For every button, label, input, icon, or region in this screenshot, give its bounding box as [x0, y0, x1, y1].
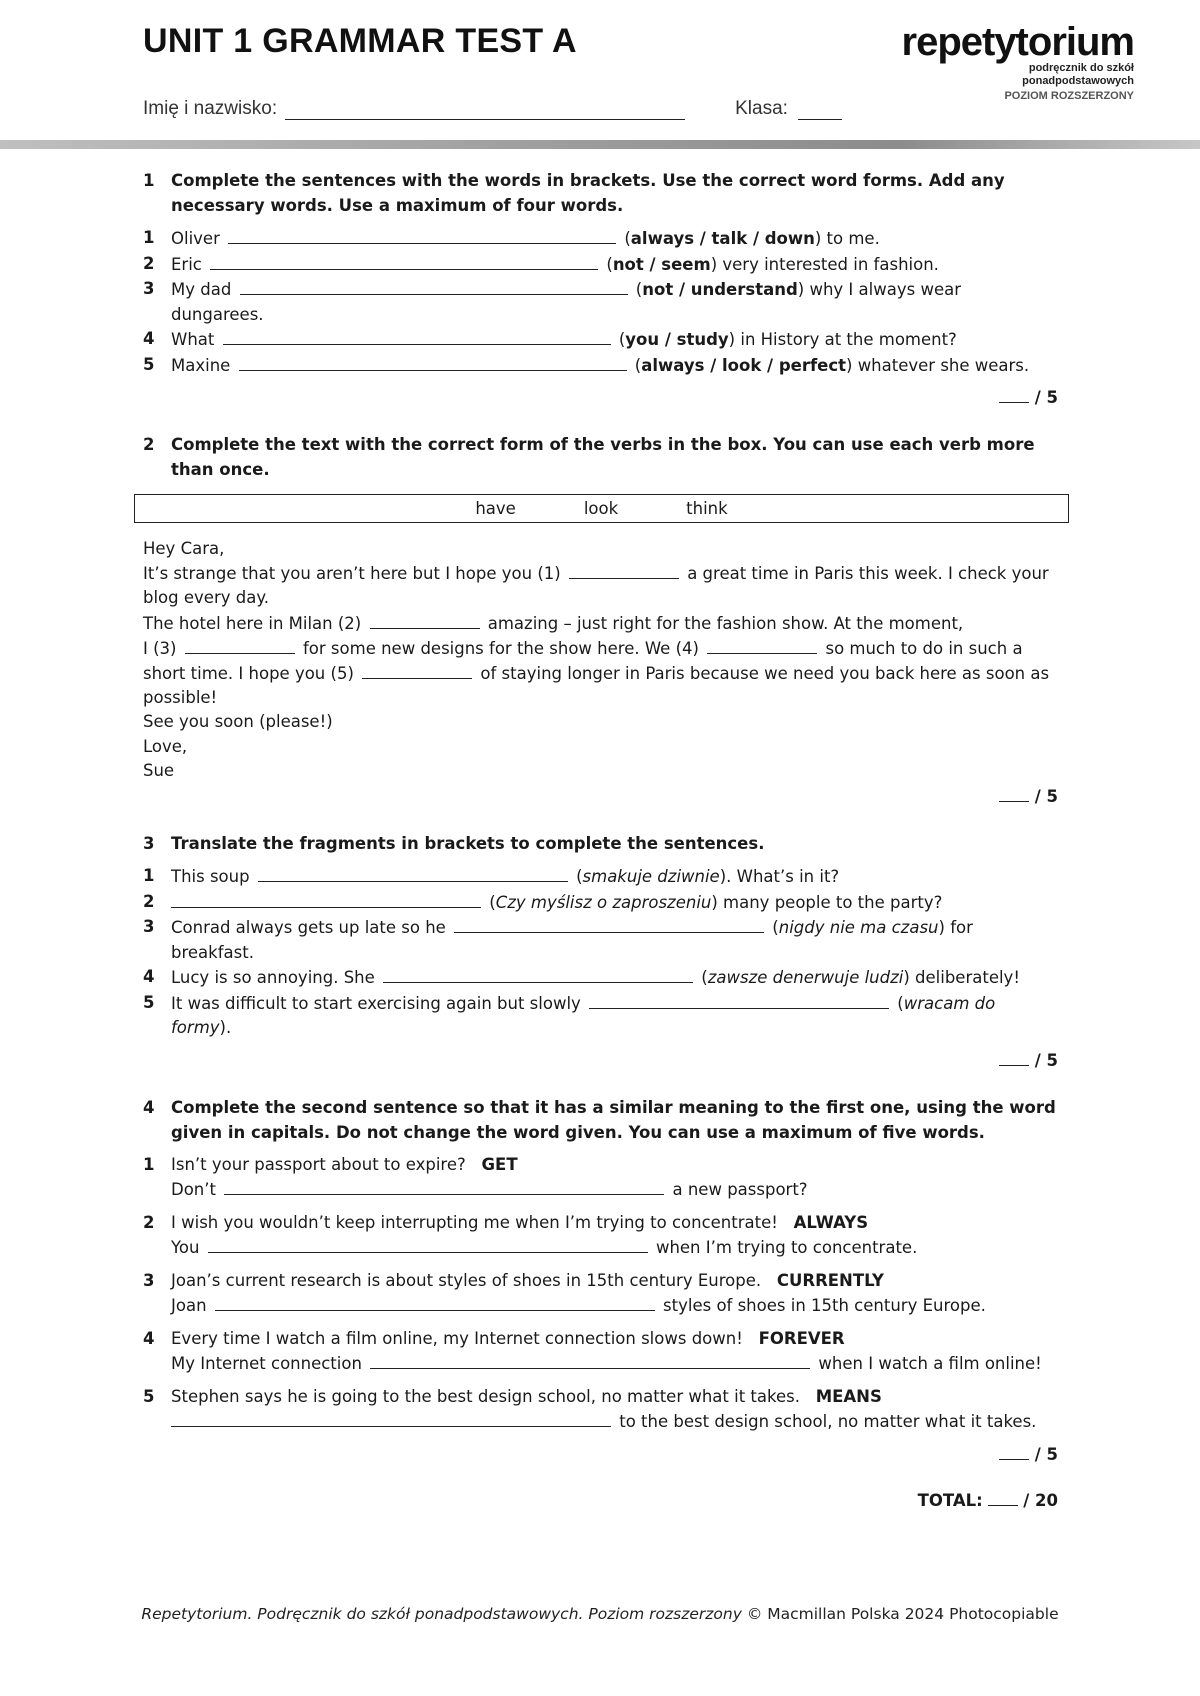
prompt-words: always / look / perfect	[641, 355, 846, 375]
page-title: UNIT 1 GRAMMAR TEST A	[143, 22, 577, 60]
list-item: 2 (Czy myślisz o zaproszeniu) many people to the party?	[143, 890, 1058, 916]
item-number: 3	[143, 1270, 155, 1290]
list-item: 3 Conrad always gets up late so he (nigdy nie ma czasu) for breakfast.	[143, 915, 1058, 965]
key-word: ALWAYS	[793, 1212, 869, 1232]
prompt-words: always / talk / down	[630, 229, 815, 248]
item-number: 1	[143, 228, 155, 247]
list-item	[143, 1269, 1058, 1319]
score-field[interactable]	[999, 1049, 1029, 1066]
task-number: 1	[143, 171, 155, 190]
item-text: Oliver	[171, 229, 220, 248]
answer-gap[interactable]	[258, 864, 568, 882]
answer-gap[interactable]	[707, 636, 817, 654]
letter-text-segment: It’s strange that you aren’t here but I hope you	[143, 564, 533, 584]
task-instruction	[143, 168, 1058, 218]
task-4	[143, 1095, 1058, 1467]
task-1-items	[143, 226, 1058, 378]
task-4-items	[143, 1153, 1058, 1435]
student-info-row	[143, 98, 842, 120]
word-box	[134, 494, 1069, 523]
first-sentence: Every time I watch a film online, my Internet connection slows down!	[171, 1328, 743, 1348]
letter-text	[143, 537, 1058, 783]
answer-gap[interactable]	[569, 561, 679, 579]
box-word: think	[686, 499, 728, 518]
publisher-logo	[902, 22, 1135, 103]
logo-wordmark: repetytorium	[901, 20, 1134, 64]
answer-gap[interactable]	[185, 636, 295, 654]
gap-number: (2)	[337, 613, 362, 633]
prompt-words: not / understand	[642, 280, 798, 299]
letter-greeting: Hey Cara,	[143, 539, 225, 558]
prompt-fragment: nigdy nie ma czasu	[778, 918, 939, 938]
score-max: / 5	[1034, 388, 1058, 407]
list-item: 3 My dad (not / understand) why I always wear dungarees.	[143, 277, 1058, 327]
answer-gap[interactable]	[383, 965, 693, 983]
first-sentence: Stephen says he is going to the best design school, no matter what it takes.	[171, 1386, 800, 1406]
name-field[interactable]	[285, 99, 685, 120]
answer-gap[interactable]	[208, 1235, 648, 1253]
key-word: FOREVER	[758, 1328, 845, 1348]
item-number: 3	[143, 279, 155, 298]
instruction-text: Complete the text with the correct form of the verbs in the box. You can use each verb more than once.	[171, 435, 1035, 479]
footer-book-title: Repetytorium. Podręcznik do szkół ponadpodstawowych. Poziom rozszerzony	[141, 1605, 742, 1623]
task-number: 4	[143, 1097, 155, 1117]
item-number: 2	[143, 1212, 155, 1232]
first-sentence: I wish you wouldn’t keep interrupting me when I’m trying to concentrate!	[171, 1212, 778, 1232]
prompt-words: you / study	[625, 330, 729, 349]
answer-gap[interactable]	[370, 611, 480, 629]
header-divider	[0, 140, 1200, 149]
gap-number: (5)	[330, 664, 354, 684]
item-number: 1	[143, 866, 155, 886]
item-number: 5	[143, 354, 155, 374]
item-text: What	[171, 330, 215, 349]
logo-level: POZIOM ROZSZERZONY	[1004, 90, 1134, 102]
first-sentence: Isn’t your passport about to expire?	[171, 1154, 466, 1174]
logo-subtitle-1: podręcznik do szkół	[1028, 62, 1134, 74]
list-item: 4 What (you / study) in History at the moment?	[143, 327, 1058, 353]
class-field[interactable]	[798, 99, 842, 120]
answer-gap[interactable]	[210, 252, 598, 270]
item-number: 2	[143, 891, 155, 911]
prompt-fragment: wracam do formy	[171, 993, 996, 1038]
second-sentence-end: when I watch a film online!	[818, 1354, 1042, 1374]
list-item: 5 It was difficult to start exercising again but slowly (wracam do formy).	[143, 991, 1058, 1041]
item-number: 4	[143, 967, 155, 987]
key-word: GET	[481, 1154, 518, 1174]
total-label: TOTAL:	[917, 1490, 983, 1510]
task-1	[143, 168, 1058, 410]
task-3	[143, 831, 1058, 1073]
second-sentence-start: You	[171, 1238, 200, 1258]
score-max: / 5	[1034, 1050, 1058, 1070]
first-sentence: Joan’s current research is about styles of shoes in 15th century Europe.	[171, 1270, 762, 1290]
list-item: 1 This soup (smakuje dziwnie). What’s in it?	[143, 864, 1058, 890]
key-word: MEANS	[815, 1386, 882, 1406]
item-text: This soup	[171, 867, 250, 887]
second-sentence-start: Joan	[171, 1296, 207, 1316]
item-text: It was difficult to start exercising again but slowly	[171, 993, 581, 1013]
item-text: Eric	[171, 254, 202, 274]
second-sentence-end: to the best design school, no matter what it takes.	[619, 1412, 1037, 1432]
answer-gap[interactable]	[171, 1409, 611, 1427]
letter-closing: Love,	[143, 736, 188, 756]
letter-closing: See you soon (please!)	[143, 712, 333, 732]
prompt-fragment: smakuje dziwnie	[582, 867, 720, 887]
item-text: . What’s in it?	[726, 867, 840, 887]
item-text: .	[225, 1018, 232, 1038]
second-sentence-end: a new passport?	[672, 1180, 808, 1200]
score-field[interactable]	[999, 386, 1029, 403]
letter-text-segment: of staying longer in Paris because we need you back here as soon as possible!	[143, 664, 1050, 708]
item-text: why I always wear dungarees.	[171, 280, 961, 324]
item-text: to me.	[826, 229, 880, 248]
item-number: 5	[143, 1386, 155, 1406]
item-number: 4	[143, 329, 155, 348]
gap-number: (1)	[537, 564, 561, 584]
instruction-text: Complete the second sentence so that it has a similar meaning to the first one, using the word given in capitals. Do not change the word given. You can use a maximum of five words.	[171, 1097, 1056, 1142]
prompt-words: not / seem	[612, 254, 711, 274]
answer-gap[interactable]	[215, 1293, 655, 1311]
footer-copyright: © Macmillan Polska 2024 Photocopiable	[741, 1605, 1059, 1623]
item-text: Conrad always gets up late so he	[171, 918, 446, 938]
prompt-fragment: Czy myślisz o zaproszeniu	[495, 892, 712, 912]
task-2	[143, 432, 1058, 809]
item-text: Maxine	[171, 355, 231, 375]
answer-gap[interactable]	[171, 890, 481, 908]
answer-gap[interactable]	[228, 226, 616, 244]
list-item	[143, 1385, 1058, 1435]
instruction-text: Translate the fragments in brackets to complete the sentences.	[171, 834, 765, 854]
test-content	[143, 168, 1058, 1513]
letter-text-segment: so much to do in such a short time. I hope you	[143, 638, 1023, 684]
gap-number: (4)	[675, 638, 699, 658]
answer-gap[interactable]	[240, 277, 628, 295]
list-item	[143, 1327, 1058, 1377]
item-number: 4	[143, 1328, 155, 1348]
second-sentence-start: My Internet connection	[171, 1354, 362, 1374]
page-footer	[0, 1605, 1200, 1623]
total-score	[143, 1489, 1058, 1513]
key-word: CURRENTLY	[776, 1270, 885, 1290]
item-text: My dad	[171, 280, 232, 299]
answer-gap[interactable]	[239, 353, 627, 371]
task-3-items	[143, 864, 1058, 1041]
score-box	[143, 1443, 1058, 1467]
list-item	[143, 1153, 1058, 1203]
letter-text-segment: amazing – just right for the fashion show. At the moment,	[487, 613, 964, 633]
list-item: 1 Oliver (always / talk / down) to me.	[143, 226, 1058, 252]
task-instruction	[143, 1095, 1058, 1145]
letter-text-segment: I	[143, 638, 148, 658]
list-item: 4 Lucy is so annoying. She (zawsze denerwuje ludzi) deliberately!	[143, 965, 1058, 991]
answer-gap[interactable]	[224, 1177, 664, 1195]
box-word: have	[475, 499, 516, 518]
letter-signature: Sue	[143, 760, 175, 780]
item-text: very interested in fashion.	[722, 254, 939, 274]
item-number: 5	[143, 992, 155, 1012]
item-text: Lucy is so annoying. She	[171, 968, 375, 988]
name-label: Imię i nazwisko:	[143, 98, 278, 119]
score-box	[143, 386, 1058, 410]
answer-gap[interactable]	[362, 661, 472, 679]
gap-number: (3)	[153, 638, 177, 658]
box-word: look	[583, 499, 619, 518]
letter-text-segment: for some new designs for the show here. We	[303, 638, 671, 658]
list-item: 5 Maxine (always / look / perfect) whatever she wears.	[143, 353, 1058, 379]
item-text: whatever she wears.	[857, 355, 1030, 375]
total-max: / 20	[1023, 1490, 1058, 1510]
second-sentence-end: when I’m trying to concentrate.	[655, 1238, 918, 1258]
score-max: / 5	[1034, 787, 1058, 807]
score-box	[143, 1049, 1058, 1073]
list-item: 2 Eric (not / seem) very interested in fashion.	[143, 252, 1058, 278]
answer-gap[interactable]	[454, 915, 764, 933]
task-instruction	[143, 831, 1058, 856]
score-box	[143, 785, 1058, 809]
item-text: many people to the party?	[717, 892, 943, 912]
total-score-field[interactable]	[988, 1489, 1018, 1506]
answer-gap[interactable]	[370, 1351, 810, 1369]
list-item	[143, 1211, 1058, 1261]
letter-text-segment: The hotel here in Milan	[143, 613, 333, 633]
score-field[interactable]	[999, 785, 1029, 802]
answer-gap[interactable]	[589, 991, 889, 1009]
item-number: 3	[143, 917, 155, 937]
second-sentence-end: styles of shoes in 15th century Europe.	[663, 1296, 986, 1316]
task-instruction	[143, 432, 1058, 482]
task-number: 2	[143, 435, 155, 454]
item-number: 1	[143, 1154, 155, 1174]
class-label: Klasa:	[735, 98, 788, 119]
prompt-fragment: zawsze denerwuje ludzi	[707, 968, 904, 988]
item-text: in History at the moment?	[740, 330, 957, 349]
letter-text-segment: a great time in Paris this week. I check your blog every day.	[143, 564, 1049, 608]
logo-subtitle-2: ponadpodstawowych	[1022, 75, 1134, 87]
task-number: 3	[143, 834, 155, 854]
item-text: for breakfast.	[171, 918, 973, 962]
score-field[interactable]	[999, 1443, 1029, 1460]
item-text: deliberately!	[909, 968, 1020, 988]
score-max: / 5	[1034, 1444, 1058, 1464]
second-sentence-start: Don’t	[171, 1180, 216, 1200]
item-number: 2	[143, 253, 155, 273]
answer-gap[interactable]	[223, 327, 611, 345]
instruction-text: Complete the sentences with the words in brackets. Use the correct word forms. Add any necessary words. Use a maximum of four words.	[171, 171, 1005, 215]
